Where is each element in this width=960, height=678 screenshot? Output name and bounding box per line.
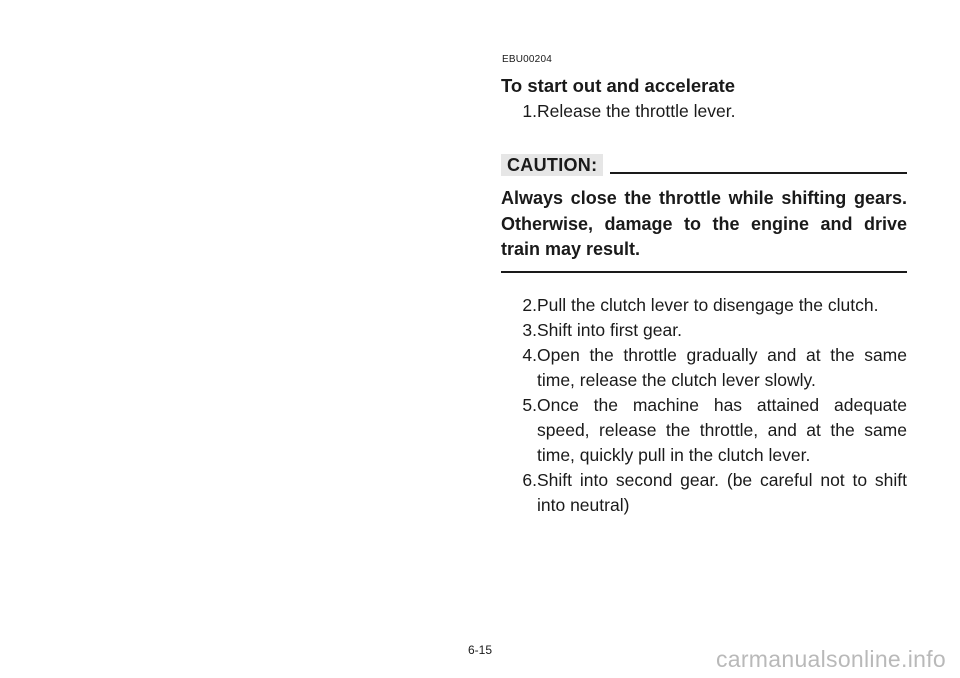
step-number: 4. [522,344,537,365]
step-number: 6. [522,469,537,490]
caution-label: CAUTION: [501,154,603,176]
watermark: carmanualsonline.info [715,646,946,672]
step-number: 1. [522,101,537,121]
step-text: Shift into second gear. (be careful not to shift into neutral) [537,469,907,515]
step-number: 5. [522,394,537,415]
step-text: Release the throttle lever. [537,101,736,121]
steps-list-before [513,99,907,124]
list-item [513,318,907,343]
content-column [501,54,907,518]
page-number: 6-15 [467,643,493,657]
step-text: Open the throttle gradually and at the same time, release the clutch lever slowly. [537,344,907,390]
caution-text: Always close the throttle while shifting gears. Otherwise, damage to the engine and drive train may result. [501,186,907,273]
document-code: EBU00204 [502,54,552,65]
list-item [513,393,907,468]
steps-list-after [513,293,907,518]
list-item [513,99,907,124]
list-item [513,343,907,393]
step-text: Pull the clutch lever to disengage the clutch. [537,294,879,315]
list-item [513,468,907,518]
caution-rule [610,172,907,174]
list-item [513,293,907,318]
section-title: To start out and accelerate [501,75,736,96]
step-text: Once the machine has attained adequate speed, release the throttle, and at the same time, quickly pull in the clutch lever. [537,394,907,465]
step-text: Shift into first gear. [537,319,682,340]
step-number: 3. [522,319,537,340]
caution-header [501,152,907,176]
step-number: 2. [522,294,537,315]
